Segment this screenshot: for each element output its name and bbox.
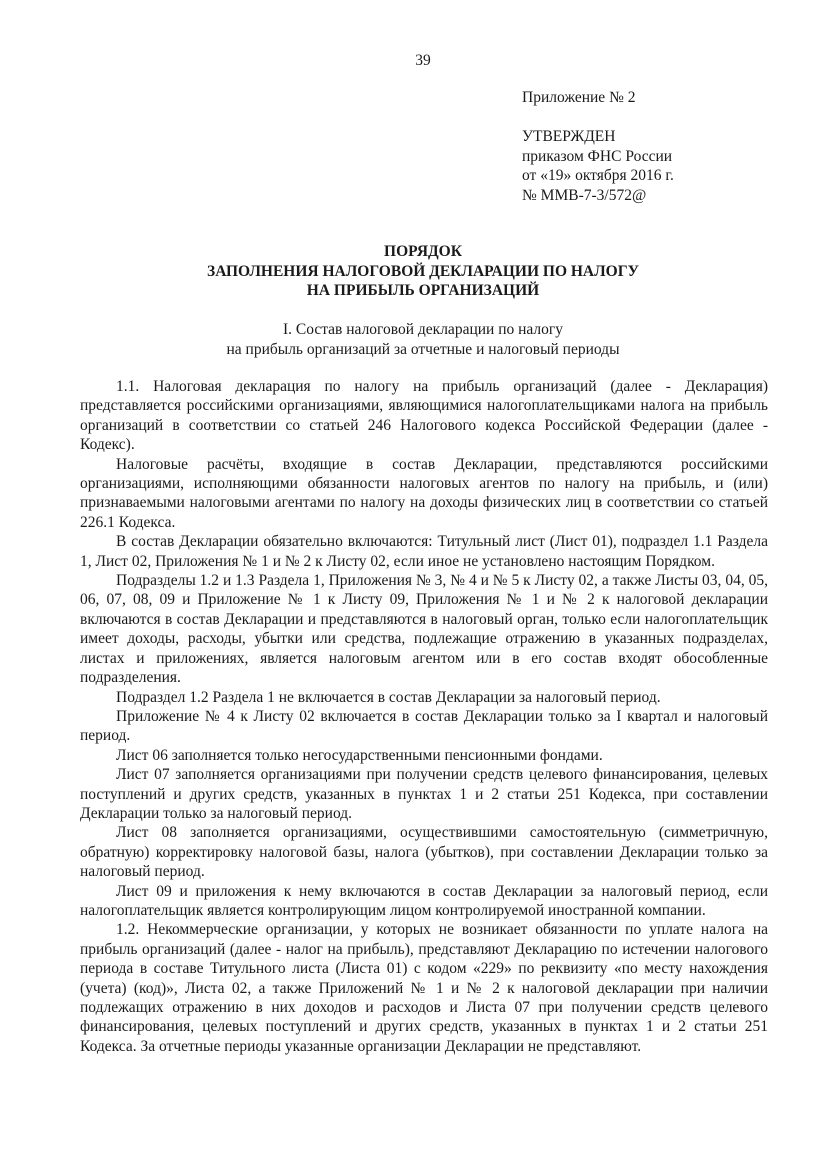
paragraph: В состав Декларации обязательно включаются: Титульный лист (Лист 01), подраздел 1.1 Раздела 1, Лист 02, Приложения № 1 и № 2 к Листу 02, если иное не установлено настоящим Порядком.	[80, 533, 768, 570]
spacer	[522, 108, 674, 128]
paragraph: 1.1. Налоговая декларация по налогу на прибыль организаций (далее - Декларация) представляется российскими организациями, являющимися налогоплательщиками налога на прибыль организаций в соответствии со статьей 246 Налогового кодекса Российской Федерации (далее - Кодекс).	[80, 378, 768, 454]
paragraph: Подразделы 1.2 и 1.3 Раздела 1, Приложения № 3, № 4 и № 5 к Листу 02, а также Листы 03, 04, 05, 06, 07, 08, 09 и Приложение № 1 к Листу 09, Приложения № 1 и № 2 к налоговой декларации включаются в состав Декларации и представляются в налоговый орган, только если налогоплательщик имеет доходы, расходы, убытки или средства, подлежащие отражению в указанных подразделах, листах и приложениях, является налоговым агентом или в его состав входят обособленные подразделения.	[80, 572, 768, 687]
title-line-1: ПОРЯДОК	[384, 243, 462, 260]
paragraph: Лист 08 заполняется организациями, осуществившими самостоятельную (симметричную, обратную) корректировку налоговой базы, налога (убытков), при составлении Декларации только за налоговый период.	[80, 824, 768, 881]
order-number: № ММВ-7-3/572@	[522, 186, 647, 204]
paragraph: Приложение № 4 к Листу 02 включается в состав Декларации только за I квартал и налоговый период.	[80, 707, 768, 745]
title-line-3: НА ПРИБЫЛЬ ОРГАНИЗАЦИЙ	[306, 282, 540, 299]
approval-block	[522, 88, 674, 205]
paragraph: Налоговые расчёты, входящие в состав Декларации, представляются российскими организациями, исполняющими обязанности налоговых агентов по налогу на прибыль, и (или) признаваемыми налоговыми агентами по налогу на доходы физических лиц в соответствии со статьей 226.1 Кодекса.	[80, 455, 768, 531]
paragraph: Лист 09 и приложения к нему включаются в состав Декларации за налоговый период, если налогоплательщик является контролирующим лицом контролируемой иностранной компании.	[80, 882, 768, 919]
order-date: от «19» октября 2016 г.	[522, 167, 674, 184]
approved-label: УТВЕРЖДЕН	[522, 128, 616, 145]
section-heading-line-1: I. Состав налоговой декларации по налогу	[282, 321, 564, 338]
section-heading-line-2: на прибыль организаций за отчетные и налоговый периоды	[226, 340, 620, 358]
body-text	[80, 377, 768, 1056]
paragraph: 1.2. Некоммерческие организации, у которых не возникает обязанности по уплате налога на прибыль организаций (далее - налог на прибыль), представляют Декларацию по истечении налогового периода в составе Титульного листа (Листа 01) с кодом «229» по реквизиту «по месту нахождения (учета) (код)», Листа 02, а также Приложений № 1 и № 2 к налоговой декларации при наличии подлежащих отражению в них доходов и расходов и Листа 07 при получении средств целевого финансирования, целевых поступлений и других средств, указанных в пунктах 1 и 2 статьи 251 Кодекса. За отчетные периоды указанные организации Декларации не представляют.	[80, 921, 768, 1055]
document-title	[0, 242, 826, 301]
title-line-2: ЗАПОЛНЕНИЯ НАЛОГОВОЙ ДЕКЛАРАЦИИ ПО НАЛОГУ	[207, 262, 639, 280]
section-heading	[0, 320, 826, 359]
paragraph: Лист 07 заполняется организациями при получении средств целевого финансирования, целевых поступлений и других средств, указанных в пунктах 1 и 2 статьи 251 Кодекса, при составлении Декларации только за налоговый период.	[80, 766, 768, 822]
paragraph: Лист 06 заполняется только негосударственными пенсионными фондами.	[116, 746, 603, 764]
paragraph: Подраздел 1.2 Раздела 1 не включается в состав Декларации за налоговый период.	[116, 688, 661, 706]
order-label: приказом ФНС России	[522, 147, 673, 165]
page-number: 39	[415, 52, 431, 69]
appendix-label: Приложение № 2	[522, 89, 636, 106]
